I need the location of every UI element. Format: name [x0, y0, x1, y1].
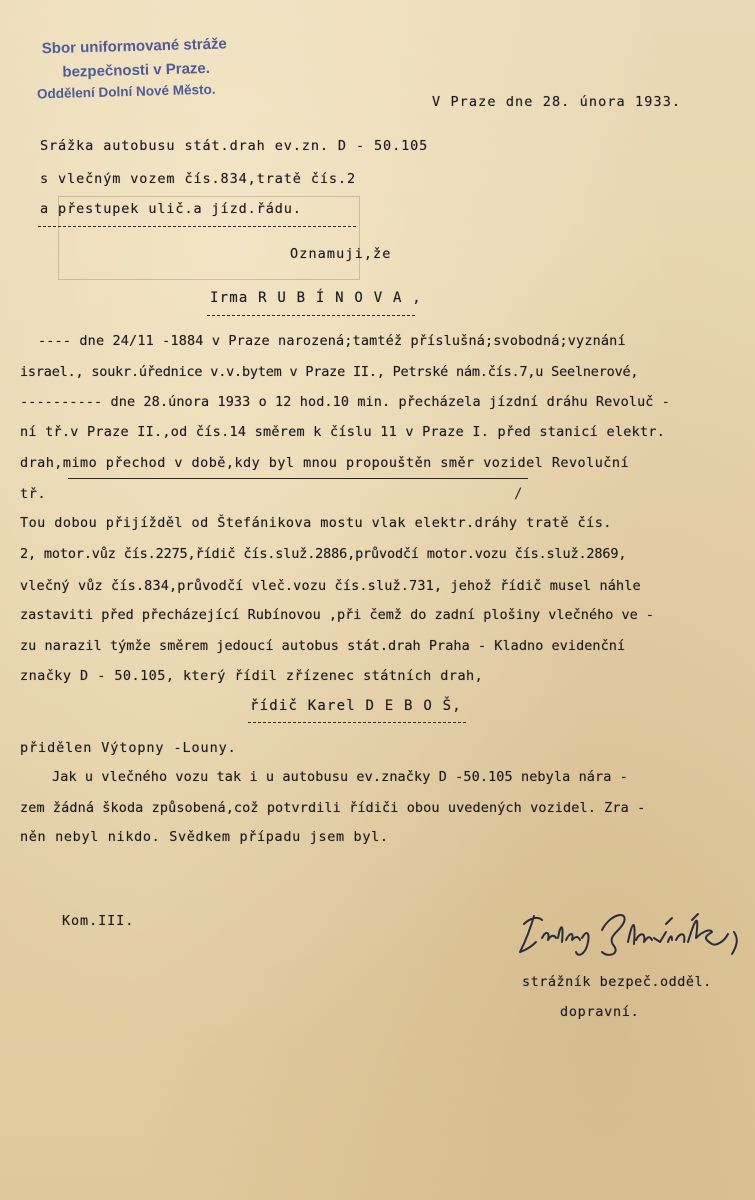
- body-line-10: zastaviti před přecházející Rubínovou ,při čemž do zadní plošiny vlečného ve -: [20, 607, 654, 623]
- body-line-1: ---- dne 24/11 -1884 v Praze narozená;tamtéž příslušná;svobodná;vyznání: [38, 333, 626, 349]
- date-line: V Praze dne 28. února 1933.: [432, 94, 682, 110]
- slash-mark: /: [514, 486, 523, 502]
- signer-title-line-2: dopravní.: [560, 1004, 640, 1020]
- person-name-line: Irma R U B Í N O V A ,: [210, 290, 422, 306]
- body-line-9: vlečný vůz čís.834,průvodčí vleč.vozu čís.služ.731, jehož řídič musel náhle: [20, 578, 641, 594]
- crossing-underline: [68, 478, 528, 479]
- department-stamp: [0, 0, 261, 113]
- body-line-7: Tou dobou přijížděl od Štefánikova mostu vlak elektr.dráhy tratě čís.: [20, 515, 612, 531]
- closing-line-3: něn nebyl nikdo. Svědkem případu jsem byl.: [20, 829, 389, 845]
- body-line-5: drah,mimo přechod v době,kdy byl mnou propouštěn směr vozidel Revoluční: [20, 455, 630, 471]
- closing-line-1: Jak u vlečného vozu tak i u autobusu ev.značky D -50.105 nebyla nára -: [52, 769, 628, 785]
- subject-underline: [38, 226, 356, 227]
- stamp-line-1: Sbor uniformované stráže: [41, 35, 228, 58]
- driver-line: řídič Karel D E B O Š,: [250, 698, 462, 714]
- stamp-line-3: Oddělení Dolní Nové Město.: [36, 81, 216, 102]
- subject-line-3: a přestupek ulič.a jízd.řádu.: [40, 201, 302, 217]
- assigned-line: přidělen Výtopny -Louny.: [20, 740, 237, 756]
- body-line-12: značky D - 50.105, který řídil zřízenec státních drah,: [20, 668, 484, 684]
- stamp-line-2: bezpečnosti v Praze.: [62, 59, 211, 81]
- subject-line-2: s vlečným vozem čís.834,tratě čís.2: [40, 171, 356, 187]
- kom-label: Kom.III.: [62, 913, 135, 929]
- driver-underline: [248, 722, 466, 723]
- handwritten-signature: [516, 902, 741, 962]
- body-line-11: zu narazil týmže směrem jedoucí autobus stát.drah Praha - Kladno evidenční: [20, 638, 626, 654]
- closing-line-2: zem žádná škoda způsobená,což potvrdili řídiči obou uvedených vozidel. Zra -: [20, 800, 646, 816]
- signer-title-line-1: strážník bezpeč.odděl.: [522, 974, 712, 990]
- body-line-3: ---------- dne 28.února 1933 o 12 hod.10 min. přecházela jízdní dráhu Revoluč -: [20, 394, 670, 410]
- body-line-6: tř.: [20, 486, 47, 502]
- subject-line-1: Srážka autobusu stát.drah ev.zn. D - 50.105: [40, 138, 429, 154]
- body-line-2: israel., soukr.úřednice v.v.bytem v Praze II., Petrské nám.čís.7,u Seelnerové,: [20, 364, 639, 380]
- announce-line: Oznamuji,že: [290, 246, 392, 262]
- body-line-4: ní tř.v Praze II.,od čís.14 směrem k číslu 11 v Praze I. před stanicí elektr.: [20, 424, 666, 440]
- body-line-8: 2, motor.vůz čís.2275,řídič čís.služ.2886,průvodčí motor.vozu čís.služ.2869,: [20, 546, 627, 562]
- person-name-underline: [207, 315, 415, 316]
